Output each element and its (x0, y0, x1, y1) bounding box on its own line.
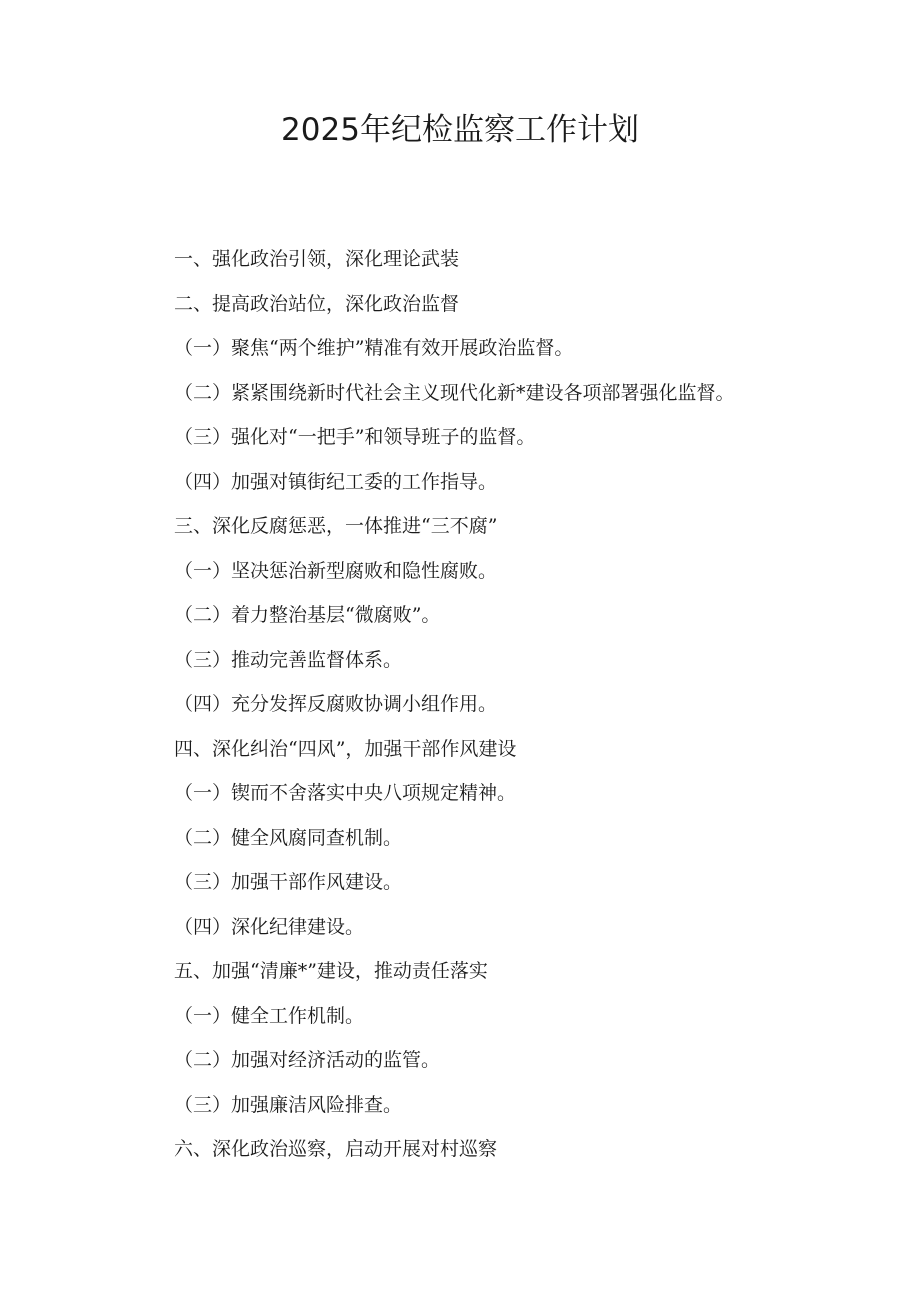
subsection-item: （三）强化对“一把手”和领导班子的监督。 (174, 426, 536, 448)
subsection-item: （一）坚决惩治新型腐败和隐性腐败。 (174, 559, 498, 582)
subsection-item: （三）加强干部作风建设。 (174, 871, 403, 893)
subsection-item: （二）健全风腐同查机制。 (174, 826, 403, 849)
section-heading: 四、深化纠治“四风”，加强干部作风建设 (174, 737, 517, 760)
section-heading: 二、提高政治站位，深化政治监督 (174, 292, 460, 315)
subsection-item: （三）推动完善监督体系。 (174, 648, 403, 671)
subsection-item: （一）锲而不舍落实中央八项规定精神。 (174, 782, 517, 804)
subsection-item: （二）加强对经济活动的监管。 (174, 1049, 441, 1071)
subsection-item: （四）加强对镇街纪工委的工作指导。 (174, 470, 498, 493)
subsection-item: （四）深化纪律建设。 (174, 915, 365, 938)
section-heading: 三、深化反腐惩恶，一体推进“三不腐” (174, 515, 498, 537)
subsection-item: （四）充分发挥反腐败协调小组作用。 (174, 693, 498, 715)
subsection-item: （二）着力整治基层“微腐败”。 (174, 604, 441, 626)
section-heading: 六、深化政治巡察，启动开展对村巡察 (174, 1138, 498, 1160)
subsection-item: （一）聚焦“两个维护”精准有效开展政治监督。 (174, 337, 574, 359)
subsection-item: （一）健全工作机制。 (174, 1004, 365, 1027)
document-title: 2025年纪检监察工作计划 (281, 112, 639, 148)
section-heading: 一、强化政治引领，深化理论武装 (174, 248, 460, 270)
subsection-item: （三）加强廉洁风险排查。 (174, 1093, 403, 1116)
document-outline (174, 240, 735, 1175)
subsection-item: （二）紧紧围绕新时代社会主义现代化新*建设各项部署强化监督。 (174, 381, 735, 404)
section-heading: 五、加强“清廉*”建设，推动责任落实 (174, 960, 488, 982)
